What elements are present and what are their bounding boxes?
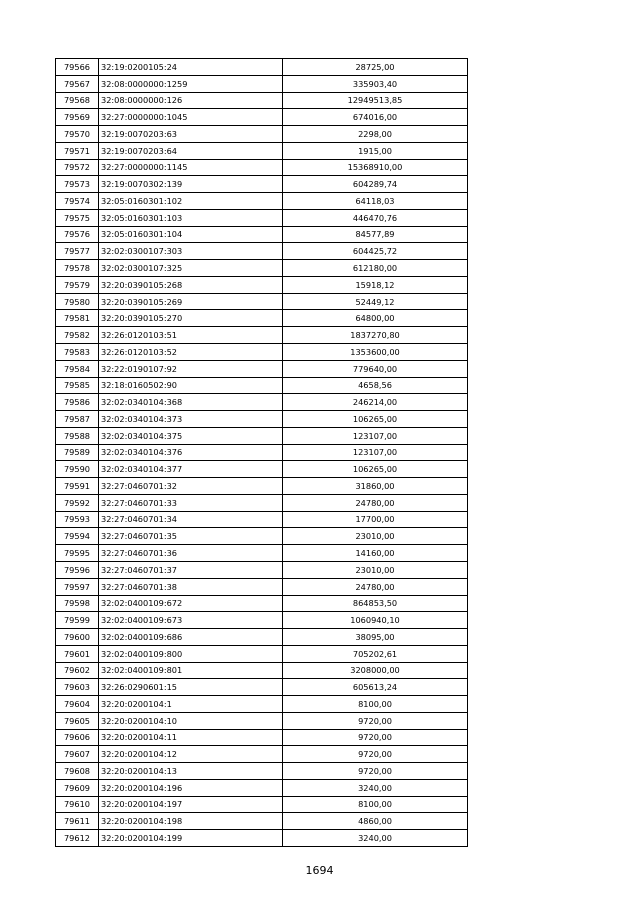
row-number-cell: 79601 [56,645,99,662]
table-row [56,176,468,193]
cadastral-number-cell: 32:20:0200104:1 [99,696,283,713]
table-row [56,394,468,411]
table-row [56,662,468,679]
cadastral-number-cell: 32:27:0460701:35 [99,528,283,545]
cadastral-number-cell: 32:20:0200104:13 [99,763,283,780]
row-number-cell: 79569 [56,109,99,126]
value-cell: 605613,24 [283,679,468,696]
row-number-cell: 79572 [56,159,99,176]
row-number-cell: 79581 [56,310,99,327]
value-cell: 106265,00 [283,461,468,478]
table-row [56,545,468,562]
cadastral-number-cell: 32:27:0460701:37 [99,561,283,578]
value-cell: 1353600,00 [283,344,468,361]
row-number-cell: 79591 [56,478,99,495]
cadastral-number-cell: 32:02:0300107:325 [99,260,283,277]
cadastral-number-cell: 32:18:0160502:90 [99,377,283,394]
table-row [56,126,468,143]
row-number-cell: 79599 [56,612,99,629]
value-cell: 106265,00 [283,411,468,428]
value-cell: 1915,00 [283,142,468,159]
cadastral-number-cell: 32:26:0290601:15 [99,679,283,696]
value-cell: 246214,00 [283,394,468,411]
value-cell: 31860,00 [283,478,468,495]
row-number-cell: 79606 [56,729,99,746]
value-cell: 38095,00 [283,629,468,646]
table-row [56,293,468,310]
value-cell: 9720,00 [283,763,468,780]
row-number-cell: 79612 [56,830,99,847]
table-row [56,612,468,629]
row-number-cell: 79567 [56,75,99,92]
value-cell: 123107,00 [283,427,468,444]
table-row [56,494,468,511]
value-cell: 24780,00 [283,494,468,511]
cadastral-number-cell: 32:02:0300107:303 [99,243,283,260]
table-row [56,411,468,428]
table-row [56,243,468,260]
row-number-cell: 79607 [56,746,99,763]
table-row [56,511,468,528]
row-number-cell: 79573 [56,176,99,193]
value-cell: 24780,00 [283,578,468,595]
row-number-cell: 79582 [56,327,99,344]
value-cell: 15368910,00 [283,159,468,176]
table-row [56,310,468,327]
value-cell: 8100,00 [283,696,468,713]
value-cell: 335903,40 [283,75,468,92]
cadastral-number-cell: 32:26:0120103:51 [99,327,283,344]
cadastral-number-cell: 32:20:0200104:199 [99,830,283,847]
row-number-cell: 79578 [56,260,99,277]
value-cell: 3208000,00 [283,662,468,679]
value-cell: 9720,00 [283,712,468,729]
cadastral-number-cell: 32:02:0340104:376 [99,444,283,461]
row-number-cell: 79592 [56,494,99,511]
table-row [56,344,468,361]
value-cell: 9720,00 [283,746,468,763]
cadastral-number-cell: 32:27:0000000:1145 [99,159,283,176]
value-cell: 123107,00 [283,444,468,461]
table-row [56,142,468,159]
cadastral-number-cell: 32:27:0460701:32 [99,478,283,495]
table-row [56,830,468,847]
row-number-cell: 79576 [56,226,99,243]
row-number-cell: 79598 [56,595,99,612]
value-cell: 17700,00 [283,511,468,528]
value-cell: 1837270,80 [283,327,468,344]
page-number: 1694 [305,864,334,877]
row-number-cell: 79600 [56,629,99,646]
row-number-cell: 79597 [56,578,99,595]
table-row [56,679,468,696]
value-cell: 1060940,10 [283,612,468,629]
value-cell: 3240,00 [283,779,468,796]
table-row [56,109,468,126]
table-row [56,444,468,461]
cadastral-number-cell: 32:22:0190107:92 [99,360,283,377]
cadastral-number-cell: 32:08:0000000:1259 [99,75,283,92]
value-cell: 8100,00 [283,796,468,813]
value-cell: 14160,00 [283,545,468,562]
cadastral-number-cell: 32:20:0200104:196 [99,779,283,796]
row-number-cell: 79566 [56,59,99,76]
value-cell: 12949513,85 [283,92,468,109]
cadastral-number-cell: 32:20:0200104:12 [99,746,283,763]
row-number-cell: 79593 [56,511,99,528]
cadastral-number-cell: 32:02:0340104:377 [99,461,283,478]
table-row [56,92,468,109]
cadastral-number-cell: 32:27:0460701:38 [99,578,283,595]
table-row [56,779,468,796]
value-cell: 604425,72 [283,243,468,260]
row-number-cell: 79604 [56,696,99,713]
value-cell: 4860,00 [283,813,468,830]
row-number-cell: 79577 [56,243,99,260]
table-row [56,595,468,612]
cadastral-number-cell: 32:26:0120103:52 [99,344,283,361]
cadastral-number-cell: 32:20:0200104:197 [99,796,283,813]
row-number-cell: 79611 [56,813,99,830]
table-body [56,59,468,847]
cadastral-number-cell: 32:27:0460701:36 [99,545,283,562]
cadastral-number-cell: 32:02:0340104:375 [99,427,283,444]
row-number-cell: 79585 [56,377,99,394]
row-number-cell: 79603 [56,679,99,696]
cadastral-number-cell: 32:20:0200104:198 [99,813,283,830]
table-row [56,813,468,830]
value-cell: 864853,50 [283,595,468,612]
table-row [56,327,468,344]
value-cell: 4658,56 [283,377,468,394]
table-row [56,276,468,293]
table-row [56,193,468,210]
row-number-cell: 79575 [56,209,99,226]
cadastral-number-cell: 32:02:0400109:800 [99,645,283,662]
cadastral-number-cell: 32:20:0200104:10 [99,712,283,729]
row-number-cell: 79594 [56,528,99,545]
row-number-cell: 79583 [56,344,99,361]
row-number-cell: 79571 [56,142,99,159]
row-number-cell: 79579 [56,276,99,293]
value-cell: 604289,74 [283,176,468,193]
row-number-cell: 79586 [56,394,99,411]
cadastral-number-cell: 32:20:0200104:11 [99,729,283,746]
cadastral-number-cell: 32:20:0390105:269 [99,293,283,310]
table-row [56,478,468,495]
table-row [56,796,468,813]
cadastral-number-cell: 32:08:0000000:126 [99,92,283,109]
row-number-cell: 79595 [56,545,99,562]
value-cell: 23010,00 [283,528,468,545]
row-number-cell: 79605 [56,712,99,729]
row-number-cell: 79610 [56,796,99,813]
table-row [56,209,468,226]
cadastral-number-cell: 32:20:0390105:270 [99,310,283,327]
table-row [56,226,468,243]
cadastral-number-cell: 32:27:0000000:1045 [99,109,283,126]
value-cell: 674016,00 [283,109,468,126]
cadastral-number-cell: 32:02:0400109:673 [99,612,283,629]
cadastral-number-cell: 32:02:0400109:672 [99,595,283,612]
cadastral-number-cell: 32:27:0460701:33 [99,494,283,511]
table-row [56,260,468,277]
row-number-cell: 79568 [56,92,99,109]
cadastral-number-cell: 32:02:0340104:373 [99,411,283,428]
table-row [56,629,468,646]
row-number-cell: 79596 [56,561,99,578]
value-cell: 64118,03 [283,193,468,210]
cadastral-number-cell: 32:02:0340104:368 [99,394,283,411]
table-row [56,75,468,92]
cadastral-number-cell: 32:02:0400109:686 [99,629,283,646]
cadastral-number-cell: 32:02:0400109:801 [99,662,283,679]
row-number-cell: 79588 [56,427,99,444]
value-cell: 779640,00 [283,360,468,377]
row-number-cell: 79570 [56,126,99,143]
table-row [56,712,468,729]
row-number-cell: 79584 [56,360,99,377]
table-row [56,746,468,763]
value-cell: 9720,00 [283,729,468,746]
table-row [56,578,468,595]
cadastral-number-cell: 32:05:0160301:102 [99,193,283,210]
value-cell: 3240,00 [283,830,468,847]
row-number-cell: 79609 [56,779,99,796]
row-number-cell: 79589 [56,444,99,461]
cadastral-number-cell: 32:20:0390105:268 [99,276,283,293]
value-cell: 64800,00 [283,310,468,327]
cadastral-number-cell: 32:19:0070302:139 [99,176,283,193]
table-row [56,159,468,176]
value-cell: 28725,00 [283,59,468,76]
cadastral-number-cell: 32:27:0460701:34 [99,511,283,528]
table-row [56,645,468,662]
row-number-cell: 79580 [56,293,99,310]
value-cell: 705202,61 [283,645,468,662]
row-number-cell: 79574 [56,193,99,210]
data-table [55,58,468,847]
table-row [56,561,468,578]
row-number-cell: 79587 [56,411,99,428]
cadastral-number-cell: 32:05:0160301:104 [99,226,283,243]
row-number-cell: 79602 [56,662,99,679]
row-number-cell: 79608 [56,763,99,780]
value-cell: 2298,00 [283,126,468,143]
table-row [56,729,468,746]
table-row [56,696,468,713]
value-cell: 446470,76 [283,209,468,226]
table-row [56,377,468,394]
value-cell: 52449,12 [283,293,468,310]
value-cell: 23010,00 [283,561,468,578]
cadastral-number-cell: 32:19:0200105:24 [99,59,283,76]
table-row [56,427,468,444]
table-row [56,763,468,780]
cadastral-number-cell: 32:05:0160301:103 [99,209,283,226]
value-cell: 84577,89 [283,226,468,243]
cadastral-number-cell: 32:19:0070203:63 [99,126,283,143]
cadastral-number-cell: 32:19:0070203:64 [99,142,283,159]
table-row [56,461,468,478]
value-cell: 612180,00 [283,260,468,277]
table-row [56,360,468,377]
table-row [56,528,468,545]
row-number-cell: 79590 [56,461,99,478]
table-row [56,59,468,76]
value-cell: 15918,12 [283,276,468,293]
